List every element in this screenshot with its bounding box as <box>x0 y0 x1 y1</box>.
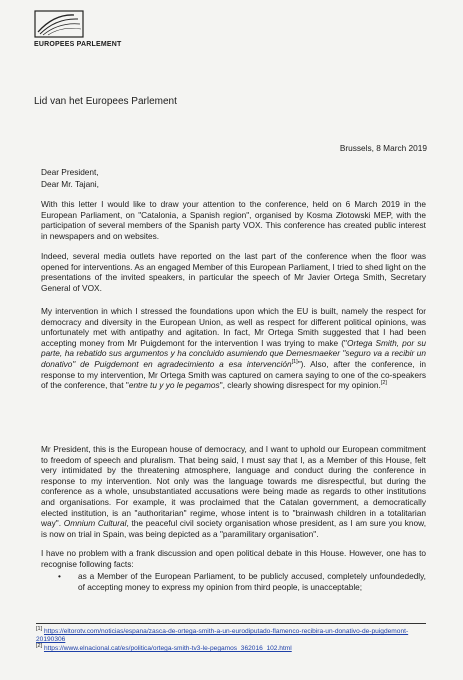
footnote-1-marker: [1] <box>36 625 43 632</box>
paragraph-2: Indeed, several media outlets have reported on the last part of the conference when the floor was opened for interventions. As an engaged Member of this European Parliament, I tried to shed light on the presentations of the invited speakers, in particular the speech of Mr Javier Ortega Smith, Secretary General of VOX. <box>41 251 426 293</box>
paragraph-4-text-b: , the peaceful civil society organisation whose president, as I am sure you know, is now on trial in Spain, was being depicted as a "paramilitary organisation". <box>41 518 426 539</box>
paragraph-3-text-a: My intervention in which I stressed the foundations upon which the EU is built, namely the respect for democracy and diversity in the European Union, as well as respect for different political opinions, was unfortunately met with antipathy and agitation. In fact, Mr Ortega Smith suggested that I had been accepting money from Mr Puigdemont for the intervention I was trying to make (" <box>41 306 426 348</box>
paragraph-3 <box>41 306 426 391</box>
footnote-divider <box>36 623 426 624</box>
paragraph-1: With this letter I would like to draw your attention to the conference, held on 6 March 2019 in the European Parliament, on "Catalonia, a Spanish region", organised by Kosma Złotowski MEP, with the participation of several members of the Spanish party VOX. This conference has created public interest in newspapers and on websites. <box>41 199 426 241</box>
footnote-ref-1[interactable]: [1] <box>291 359 298 366</box>
paragraph-3-quote: Ortega Smith, por su parte, ha rebatido sus argumentos y ha concluido asumiendo que Demesmaeker "seguro va a recibir un donativo" de Puigdemont en agradecimiento a esa intervención <box>41 337 426 369</box>
paragraph-3-text-c: ", clearly showing disrespect for my opinion. <box>219 380 381 391</box>
footnote-2 <box>36 642 428 653</box>
organization-name: EUROPEES PARLEMENT <box>34 41 122 48</box>
salutation <box>41 166 426 190</box>
member-subtitle: Lid van het Europees Parlement <box>34 96 177 107</box>
footnote-2-link[interactable]: https://www.elnacional.cat/es/politica/ortega-smith-tv3-le-pegamos_362016_102.html <box>43 645 292 652</box>
footnote-1 <box>36 625 428 645</box>
letter-date: Brussels, 8 March 2019 <box>339 143 427 153</box>
paragraph-3-quote-2: entre tu y yo le pegamos <box>128 380 220 391</box>
paragraph-4-italic: Omnium Cultural <box>63 518 127 529</box>
bullet-text: as a Member of the European Parliament, to be publicly accused, completely unfoundededly, of accepting money to express my opinion from third people, is unacceptable; <box>78 571 426 592</box>
salutation-line-1: Dear President, <box>41 167 99 177</box>
paragraph-4-text-a: Mr President, this is the European house of democracy, and I want to uphold our European commitment to freedom of speech and pluralism. That being said, I must say that I, as a Member of this House, felt very intimidated by the threatening atmosphere, language and conduct during the conference in response to my intervention. Not only was the language towards me disrespectful, but during the conference as a whole, unsubstantiated accusations were being made as regards to other institutions and organisations. For example, it was proclaimed that the Catalan government, a democratically elected institution, is an "authoritarian" regime, whose intent is to "brainwash children in a totalitarian way". <box>41 444 426 529</box>
footnote-2-marker: [2] <box>36 642 43 649</box>
footnote-ref-2[interactable]: [2] <box>380 380 387 387</box>
salutation-line-2: Dear Mr. Tajani, <box>41 179 99 189</box>
paragraph-4 <box>41 444 426 539</box>
footnote-1-link[interactable]: https://eltorotv.com/noticias/espana/zasca-de-ortega-smith-a-un-eurodiputado-flamenco-recibira-un-donativo-de-puigdemont-20190306 <box>36 628 409 644</box>
paragraph-3-text-b: "). Also, after the conference, in response to my intervention, Mr Ortega Smith was captured on camera saying to one of the co-speakers of the conference, that " <box>41 358 426 391</box>
bullet-icon: • <box>58 571 61 581</box>
european-parliament-logo <box>34 10 84 38</box>
paragraph-5: I have no problem with a frank discussion and open political debate in this House. However, one has to recognise following facts: <box>41 548 426 569</box>
